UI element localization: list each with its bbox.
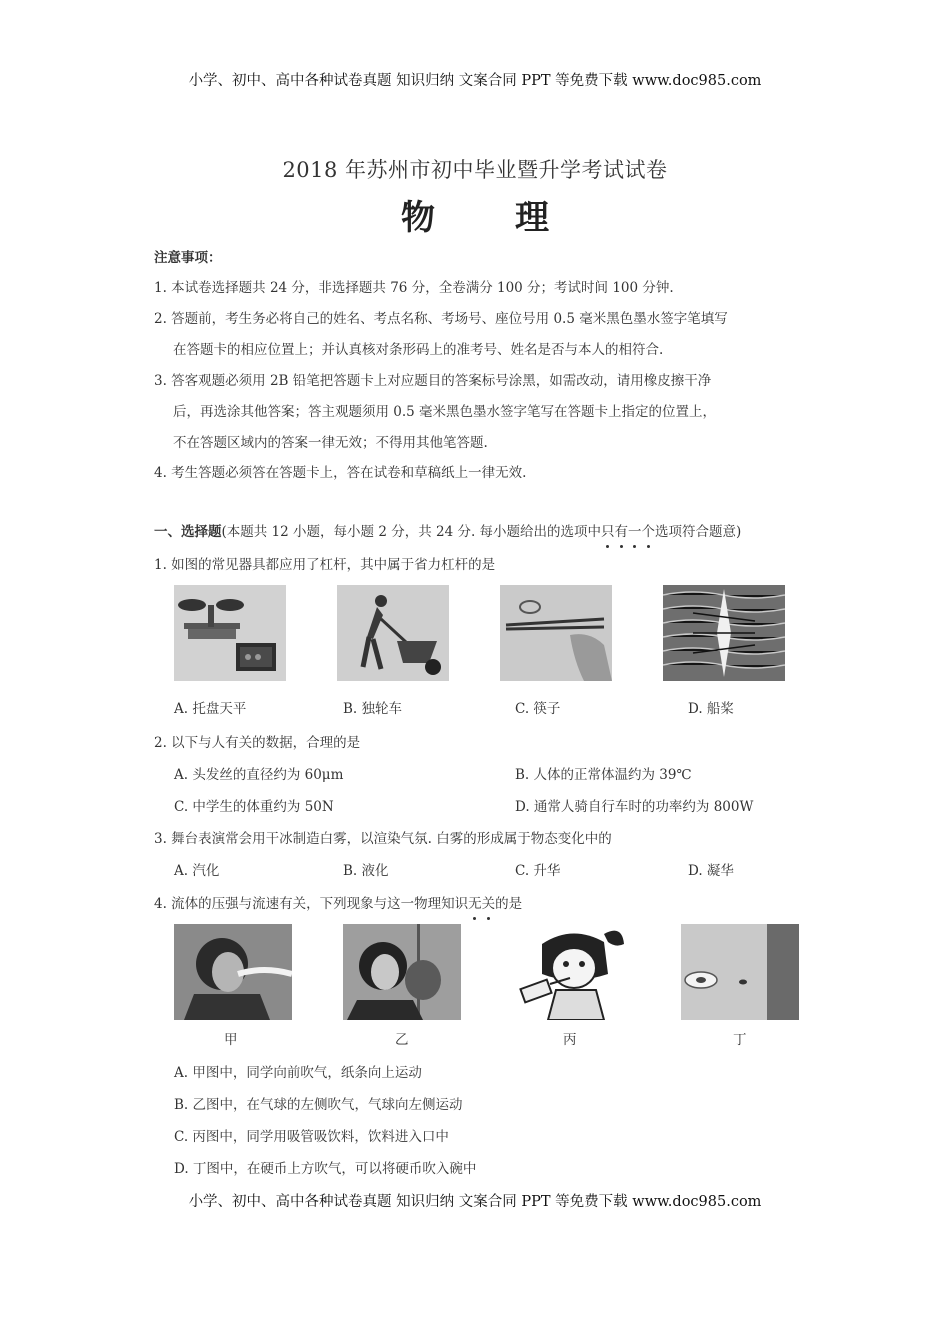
option-b: B. 人体的正常体温约为 39℃: [515, 767, 692, 783]
option-d: D. 丁图中，在硬币上方吹气，可以将硬币吹入碗中: [174, 1161, 477, 1177]
exam-subject: [0, 190, 950, 239]
option-a: A. 汽化: [174, 863, 220, 879]
option-b: B. 液化: [343, 863, 389, 879]
option-a: A. 托盘天平: [174, 701, 247, 717]
notice-item: 不在答题区域内的答案一律无效；不得用其他笔答题.: [173, 435, 488, 451]
figure-caption: 甲: [224, 1032, 238, 1048]
wheelbarrow-photo: [337, 585, 449, 681]
notice-item: 后，再选涂其他答案；答主观题须用 0.5 毫米黑色墨水签字笔写在答题卡上指定的位置上，: [173, 404, 717, 420]
notice-item: 1. 本试卷选择题共 24 分，非选择题共 76 分，全卷满分 100 分；考试时间 100 分钟.: [154, 280, 674, 296]
balance-scale-photo: [174, 585, 286, 681]
section-desc: (本题共 12 小题，每小题 2 分，共 24 分. 每小题给出的选项中: [221, 524, 602, 540]
option-c: C. 中学生的体重约为 50N: [174, 799, 334, 815]
figure-caption: 乙: [395, 1032, 409, 1048]
balloon-photo: [343, 924, 461, 1020]
page-header: 小学、初中、高中各种试卷真题 知识归纳 文案合同 PPT 等免费下载 www.doc985.com: [188, 73, 762, 89]
option-d: D. 船桨: [688, 701, 734, 717]
emphasis-text: 只 有 一 个: [601, 524, 655, 540]
subject-char-right: 理: [515, 198, 549, 238]
question-stem: 2. 以下与人有关的数据，合理的是: [154, 735, 361, 751]
option-b: B. 乙图中，在气球的左侧吹气，气球向左侧运动: [174, 1097, 463, 1113]
notice-heading: 注意事项：: [154, 250, 222, 266]
option-c: C. 升华: [515, 863, 561, 879]
section-label: 一、选择题: [154, 524, 222, 540]
coin-bowl-photo: [681, 924, 799, 1020]
exam-title: 2018 年苏州市初中毕业暨升学考试试卷: [282, 158, 668, 182]
figure-caption: 丁: [733, 1032, 747, 1048]
notice-item: 在答题卡的相应位置上；并认真核对条形码上的准考号、姓名是否与本人的相符合.: [173, 342, 664, 358]
section-header: 一、选择题(本题共 12 小题，每小题 2 分，共 24 分. 每小题给出的选项中只 有 一 个 选项符合题意): [154, 520, 741, 540]
notice-item: 4. 考生答题必须答在答题卡上，答在试卷和草稿纸上一律无效.: [154, 465, 527, 481]
notice-item: 3. 答客观题必须用 2B 铅笔把答题卡上对应题目的答案标号涂黑，如需改动，请用橡皮擦干净: [154, 373, 712, 389]
rowing-boat-photo: [663, 585, 785, 681]
option-c: C. 丙图中，同学用吸管吸饮料，饮料进入口中: [174, 1129, 449, 1145]
drinking-straw-cartoon: [512, 924, 630, 1020]
option-d: D. 通常人骑自行车时的功率约为 800W: [515, 799, 754, 815]
question-stem: 1. 如图的常见器具都应用了杠杆，其中属于省力杠杆的是: [154, 557, 496, 573]
option-d: D. 凝华: [688, 863, 734, 879]
option-b: B. 独轮车: [343, 701, 403, 717]
option-a: A. 甲图中，同学向前吹气，纸条向上运动: [174, 1065, 422, 1081]
question-stem: 4. 流体的压强与流速有关，下列现象与这一物理知识无 关 的是: [154, 892, 522, 912]
question-stem: 3. 舞台表演常会用干冰制造白雾，以渲染气氛. 白雾的形成属于物态变化中的: [154, 831, 612, 847]
option-c: C. 筷子: [515, 701, 561, 717]
page-footer: 小学、初中、高中各种试卷真题 知识归纳 文案合同 PPT 等免费下载 www.doc985.com: [188, 1194, 762, 1210]
option-a: A. 头发丝的直径约为 60μm: [174, 767, 344, 783]
emphasis-text: 无 关: [468, 896, 495, 912]
blowing-paper-photo: [174, 924, 292, 1020]
chopsticks-photo: [500, 585, 612, 681]
figure-caption: 丙: [563, 1032, 577, 1048]
subject-char-left: 物: [401, 198, 435, 238]
notice-item: 2. 答题前，考生务必将自己的姓名、考点名称、考场号、座位号用 0.5 毫米黑色墨水签字笔填写: [154, 311, 728, 327]
